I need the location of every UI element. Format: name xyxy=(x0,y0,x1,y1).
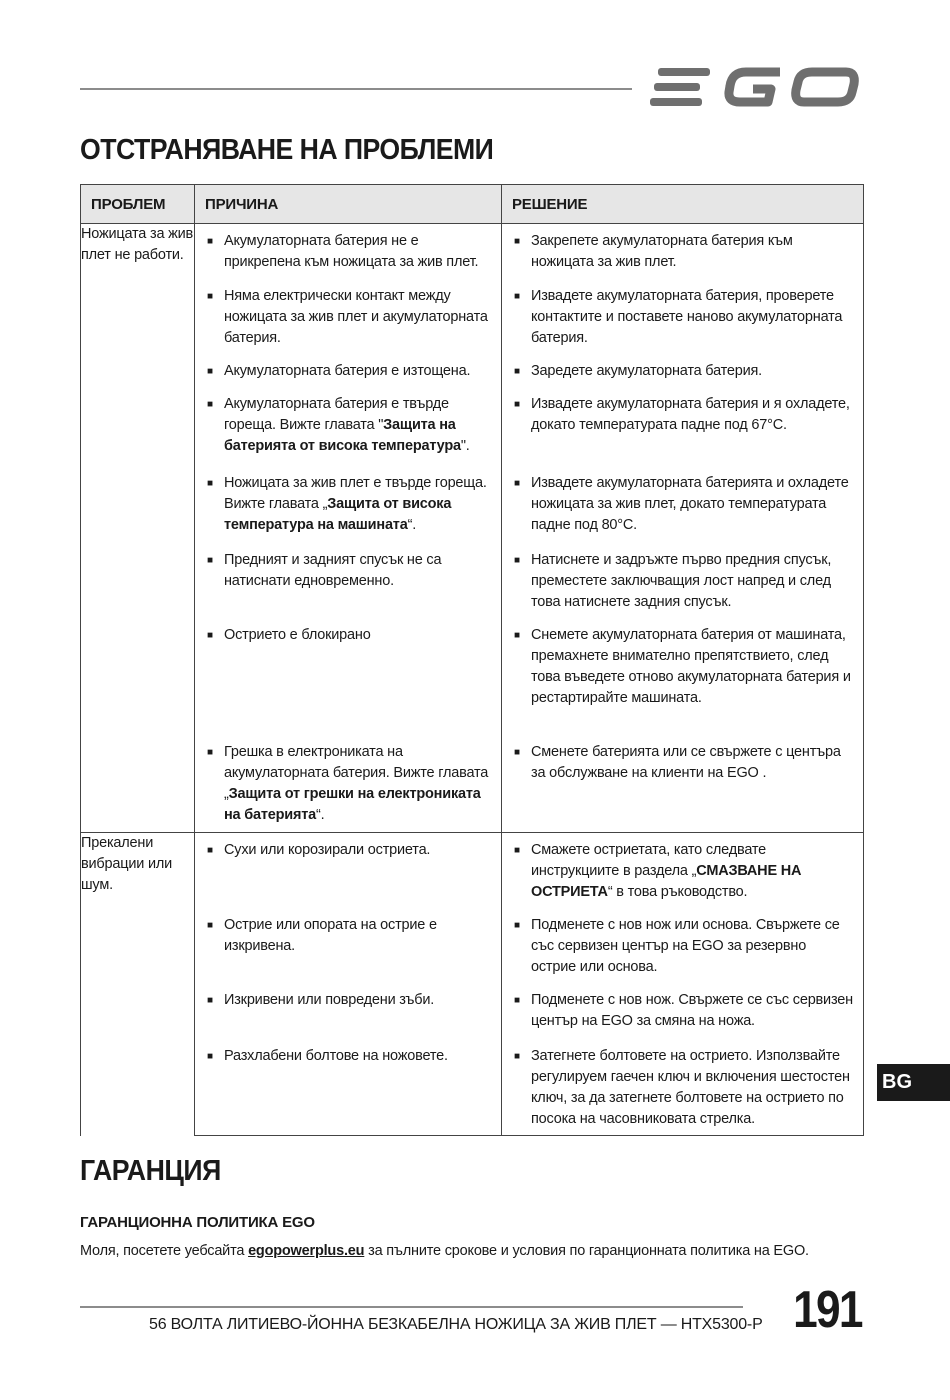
cause-text: Грешка в електрониката на акумулаторната батерия. Вижте главата „Защита от грешки на електрониката на батерията“. xyxy=(224,743,489,823)
solution-cell xyxy=(502,357,864,390)
page-title: ОТСТРАНЯВАНЕ НА ПРОБЛЕМИ xyxy=(80,134,494,166)
bullet-icon: ■ xyxy=(514,919,520,931)
cause-cell xyxy=(195,738,502,833)
bullet-icon: ■ xyxy=(207,629,213,641)
cause-cell xyxy=(195,1042,502,1136)
solution-text: Подменете с нов нож или основа. Свържете се със сервизен център на EGO за резервно острие или основа. xyxy=(531,916,840,975)
solution-cell xyxy=(502,738,864,833)
solution-text: Закрепете акумулаторната батерия към ножицата за жив плет. xyxy=(531,233,793,270)
bullet-icon: ■ xyxy=(207,290,213,302)
table-row xyxy=(81,738,864,833)
warranty-text: Моля, посетете уебсайта egopowerplus.eu за пълните срокове и условия по гаранционната политика на EGO. xyxy=(80,1243,809,1259)
table-row xyxy=(81,390,864,469)
cause-cell xyxy=(195,911,502,986)
bullet-icon: ■ xyxy=(207,236,213,247)
solution-text: Извадете акумулаторната батерия, проверете контактите и поставете наново акумулаторната батерия. xyxy=(531,287,843,346)
cause-cell xyxy=(195,357,502,390)
page-number: 191 xyxy=(793,1281,862,1339)
column-header-problem: ПРОБЛЕМ xyxy=(81,185,195,224)
cause-text: Няма електрически контакт между ножицата за жив плет и акумулаторната батерия. xyxy=(224,287,488,346)
warranty-title: ГАРАНЦИЯ xyxy=(80,1155,221,1187)
solution-cell xyxy=(502,1042,864,1136)
cause-text: Изкривени или повредени зъби. xyxy=(224,991,435,1008)
solution-cell xyxy=(502,224,864,282)
cause-cell xyxy=(195,621,502,738)
cause-text: Разхлабени болтове на ножовете. xyxy=(224,1047,448,1064)
cause-text: Острието е блокирано xyxy=(224,626,371,643)
cause-text: Предният и задният спусък не са натиснати едновременно. xyxy=(224,551,442,589)
bullet-icon: ■ xyxy=(514,1050,520,1062)
bullet-icon: ■ xyxy=(207,746,213,758)
solution-cell xyxy=(502,911,864,986)
bullet-icon: ■ xyxy=(514,290,520,302)
bullet-icon: ■ xyxy=(514,398,520,410)
table-row xyxy=(81,546,864,621)
bullet-icon: ■ xyxy=(207,398,213,410)
cause-text: Акумулаторната батерия е изтощена. xyxy=(224,362,471,379)
problem-text: Прекалени вибрации или шум. xyxy=(81,835,173,893)
bullet-icon: ■ xyxy=(207,365,213,377)
bullet-icon: ■ xyxy=(514,477,520,489)
solution-text: Извадете акумулаторната батерията и охладете ножицата за жив плет, докато температурата падне под 80°C. xyxy=(531,474,849,533)
table-row xyxy=(81,621,864,738)
troubleshooting-table xyxy=(80,184,864,1136)
bullet-icon: ■ xyxy=(514,994,520,1006)
cause-cell xyxy=(195,833,502,911)
cause-cell xyxy=(195,390,502,469)
solution-text: Затегнете болтовете на острието. Използвайте регулируем гаечен ключ и включения шестостен ключ, за да затегнете болтовете на острието по посока на часовниковата стрелка. xyxy=(531,1047,850,1127)
column-header-cause: ПРИЧИНА xyxy=(195,185,502,224)
solution-cell xyxy=(502,546,864,621)
bullet-icon: ■ xyxy=(207,554,213,566)
header-rule xyxy=(80,88,632,90)
bullet-icon: ■ xyxy=(207,845,213,856)
cause-text: Острие или опората на острие е изкривена. xyxy=(224,916,437,954)
solution-cell xyxy=(502,469,864,546)
table-row xyxy=(81,469,864,546)
table-row xyxy=(81,911,864,986)
solution-text: Извадете акумулаторната батерия и я охладете, докато температурата падне под 67°C. xyxy=(531,395,850,433)
solution-cell xyxy=(502,986,864,1042)
language-tab: BG xyxy=(877,1064,950,1101)
bullet-icon: ■ xyxy=(514,365,520,377)
bullet-icon: ■ xyxy=(514,554,520,566)
table-row xyxy=(81,357,864,390)
problem-cell xyxy=(81,224,195,833)
solution-text: Подменете с нов нож. Свържете се със сервизен център на EGO за смяна на ножа. xyxy=(531,991,853,1029)
bullet-icon: ■ xyxy=(514,746,520,758)
cause-cell xyxy=(195,282,502,357)
problem-cell xyxy=(81,833,195,1136)
solution-text: Заредете акумулаторната батерия. xyxy=(531,362,763,379)
bullet-icon: ■ xyxy=(514,236,520,247)
solution-cell xyxy=(502,833,864,911)
warranty-link[interactable]: egopowerplus.eu xyxy=(248,1243,365,1259)
cause-cell xyxy=(195,546,502,621)
footer-text: 56 ВОЛТА ЛИТИЕВО-ЙОННА БЕЗКАБЕЛНА НОЖИЦА ЗА ЖИВ ПЛЕТ — HTX5300-P xyxy=(149,1316,763,1333)
bullet-icon: ■ xyxy=(207,994,213,1006)
cause-text: Ножицата за жив плет е твърде гореща. Вижте главата „Защита от висока температура на машината“. xyxy=(224,474,487,533)
bullet-icon: ■ xyxy=(514,629,520,641)
solution-text: Натиснете и задръжте първо предния спусък, преместете заключващия лост напред и след това натиснете задния спусък. xyxy=(531,551,832,610)
solution-cell xyxy=(502,282,864,357)
table-row xyxy=(81,1042,864,1136)
solution-cell xyxy=(502,390,864,469)
ego-logo xyxy=(650,62,862,114)
table-row xyxy=(81,833,864,911)
problem-text: Ножицата за жив плет не работи. xyxy=(81,226,194,263)
solution-text: Снемете акумулаторната батерия от машината, премахнете внимателно препятствието, след това въведете отново акумулаторната батерия и рестартирайте машината. xyxy=(531,626,851,706)
table-row xyxy=(81,224,864,282)
solution-text: Сменете батерията или се свържете с центъра за обслужване на клиенти на EGO . xyxy=(531,743,841,781)
column-header-solution: РЕШЕНИЕ xyxy=(502,185,864,224)
cause-cell xyxy=(195,469,502,546)
bullet-icon: ■ xyxy=(207,919,213,931)
bullet-icon: ■ xyxy=(514,845,520,856)
warranty-subtitle: ГАРАНЦИОННА ПОЛИТИКА EGO xyxy=(80,1214,315,1231)
solution-text: Смажете остриетата, като следвате инструкциите в раздела „СМАЗВАНЕ НА ОСТРИЕТА“ в това ръководство. xyxy=(531,842,802,900)
table-row xyxy=(81,282,864,357)
cause-cell xyxy=(195,224,502,282)
bullet-icon: ■ xyxy=(207,477,213,489)
cause-text: Акумулаторната батерия е твърде гореща. Вижте главата "Защита на батерията от висока температура". xyxy=(224,395,470,454)
table-header-row xyxy=(81,185,864,224)
footer-rule xyxy=(80,1306,743,1308)
solution-cell xyxy=(502,621,864,738)
bullet-icon: ■ xyxy=(207,1050,213,1062)
cause-text: Акумулаторната батерия не е прикрепена към ножицата за жив плет. xyxy=(224,233,479,270)
cause-cell xyxy=(195,986,502,1042)
table-row xyxy=(81,986,864,1042)
cause-text: Сухи или корозирали остриета. xyxy=(224,842,431,858)
